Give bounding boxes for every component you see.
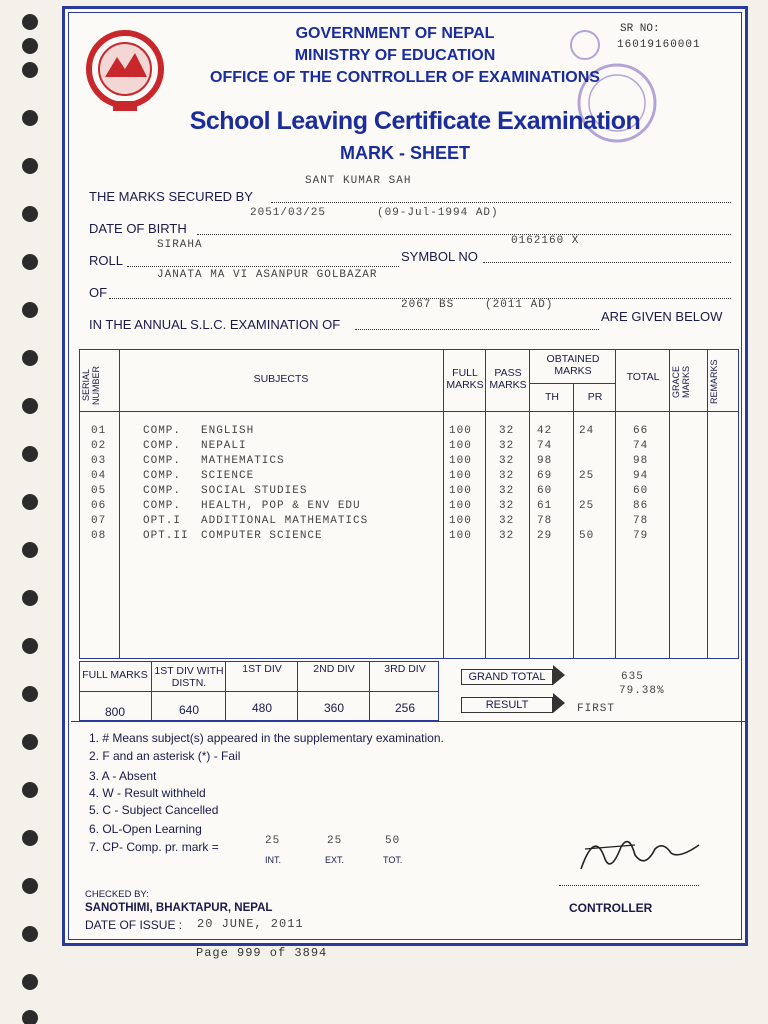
given-below-label: ARE GIVEN BELOW <box>601 309 723 324</box>
first-div-value: 480 <box>251 701 273 715</box>
result-label: RESULT <box>461 697 553 713</box>
dob-label: DATE OF BIRTH <box>89 221 187 236</box>
grand-total-value: 635 <box>621 671 644 683</box>
second-div-value: 360 <box>323 701 345 715</box>
cp-tot-value: 50 <box>385 835 401 847</box>
cp-int-label: INT. <box>265 855 282 865</box>
candidate-name: SANT KUMAR SAH <box>305 175 412 187</box>
exam-title: School Leaving Certificate Examination <box>189 107 641 135</box>
page-footer-note: Page 999 of 3894 <box>196 946 328 960</box>
first-distn-value: 640 <box>178 703 200 717</box>
percent-value: 79.38% <box>619 685 665 697</box>
symbol-label: SYMBOL NO <box>401 249 478 264</box>
year-bs: 2067 BS <box>401 299 455 311</box>
third-div-value: 256 <box>394 701 416 715</box>
table-row: 04 COMP. SCIENCE 100 32 69 25 94 <box>91 470 649 482</box>
note-3: 3. A - Absent <box>89 769 157 783</box>
second-div-label: 2ND DIV <box>313 663 355 675</box>
sr-no-value: 16019160001 <box>617 39 701 51</box>
cp-ext-label: EXT. <box>325 855 345 865</box>
mark-sheet <box>62 6 748 946</box>
issue-date-label: DATE OF ISSUE : <box>85 918 183 932</box>
note-4: 4. W - Result withheld <box>89 786 206 800</box>
note-1: 1. # Means subject(s) appeared in the supplementary examination. <box>89 731 444 745</box>
result-value: FIRST <box>577 703 616 715</box>
table-row: 05 COMP. SOCIAL STUDIES 100 32 60 60 <box>91 485 649 497</box>
table-row: 08 OPT.II COMPUTER SCIENCE 100 32 29 50 79 <box>91 530 649 542</box>
col-pass: PASS MARKS <box>489 367 527 391</box>
col-pr: PR <box>587 391 603 403</box>
dob-ad: (09-Jul-1994 AD) <box>377 207 499 219</box>
cp-int-value: 25 <box>265 835 281 847</box>
nepal-emblem-icon <box>83 27 167 117</box>
note-5: 5. C - Subject Cancelled <box>89 803 219 817</box>
col-obtained: OBTAINED MARKS <box>546 353 600 377</box>
third-div-label: 3RD DIV <box>384 663 426 675</box>
issue-place: SANOTHIMI, BHAKTAPUR, NEPAL <box>85 902 273 914</box>
col-subjects: SUBJECTS <box>253 373 309 385</box>
col-th: TH <box>545 391 559 403</box>
sr-no-label: SR NO: <box>620 23 660 35</box>
district: SIRAHA <box>157 239 203 251</box>
table-row: 03 COMP. MATHEMATICS 100 32 98 98 <box>91 455 649 467</box>
col-serial: SERIAL NUMBER <box>81 365 101 405</box>
sheet-title: MARK - SHEET <box>340 143 470 163</box>
header-ministry: MINISTRY OF EDUCATION <box>294 47 496 64</box>
year-ad: (2011 AD) <box>485 299 554 311</box>
note-7: 7. CP- Comp. pr. mark = <box>89 840 219 854</box>
table-row: 01 COMP. ENGLISH 100 32 42 24 66 <box>91 425 649 437</box>
marks-secured-label: THE MARKS SECURED BY <box>89 189 253 204</box>
exam-label: IN THE ANNUAL S.L.C. EXAMINATION OF <box>89 317 341 332</box>
table-row: 02 COMP. NEPALI 100 32 74 74 <box>91 440 649 452</box>
grand-total-label: GRAND TOTAL <box>461 669 553 685</box>
binder-holes <box>0 0 60 1024</box>
table-row: 07 OPT.I ADDITIONAL MATHEMATICS 100 32 78 78 <box>91 515 649 527</box>
header-office: OFFICE OF THE CONTROLLER OF EXAMINATIONS <box>210 69 600 86</box>
first-distn-label: 1ST DIV WITH DISTN. <box>154 665 224 689</box>
of-label: OF <box>89 285 108 300</box>
school-name: JANATA MA VI ASANPUR GOLBAZAR <box>157 269 378 281</box>
cp-tot-label: TOT. <box>383 855 403 865</box>
col-full: FULL MARKS <box>446 367 484 391</box>
cp-ext-value: 25 <box>327 835 343 847</box>
issue-date-value: 20 JUNE, 2011 <box>197 917 304 931</box>
full-marks-label: FULL MARKS <box>82 669 148 681</box>
note-6: 6. OL-Open Learning <box>89 822 202 836</box>
full-marks-value: 800 <box>104 705 126 719</box>
roll-label: ROLL <box>89 253 123 268</box>
dob-bs: 2051/03/25 <box>250 207 327 219</box>
checked-by-label: CHECKED BY: <box>85 889 149 900</box>
controller-label: CONTROLLER <box>569 901 653 915</box>
note-2: 2. F and an asterisk (*) - Fail <box>89 749 241 763</box>
controller-signature-icon <box>575 819 705 879</box>
table-row: 06 COMP. HEALTH, POP & ENV EDU 100 32 61 25 86 <box>91 500 649 512</box>
col-grace: GRACE MARKS <box>671 366 691 399</box>
col-total: TOTAL <box>626 371 660 383</box>
col-remarks: REMARKS <box>709 359 719 405</box>
header-govt: GOVERNMENT OF NEPAL <box>295 25 495 42</box>
symbol-no: 0162160 X <box>511 235 580 247</box>
first-div-label: 1ST DIV <box>242 663 282 675</box>
